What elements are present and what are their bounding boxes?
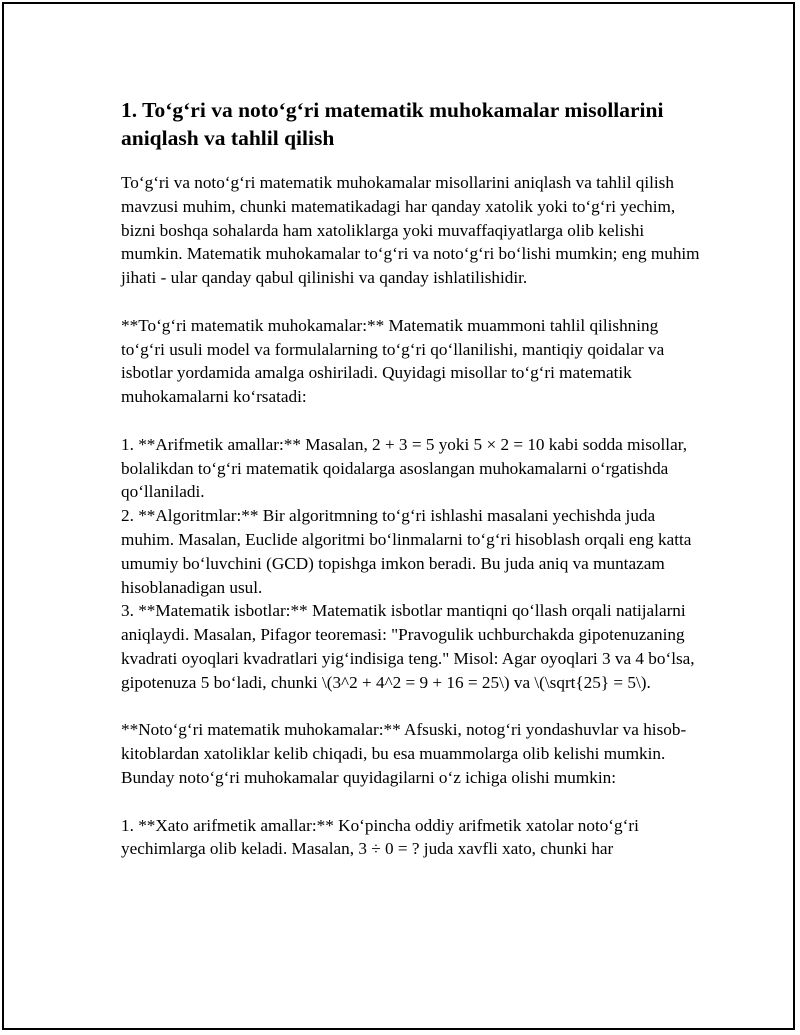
document-body bbox=[121, 96, 701, 861]
paragraph-spacer bbox=[121, 790, 701, 814]
list-item-proofs: 3. **Matematik isbotlar:** Matematik isbotlar mantiqni qo‘llash orqali natijalarni aniqlaydi. Masalan, Pifagor teoremasi: "Pravogulik uchburchakda gipotenuzaning kvadrati oyoqlari kvadratlari yig‘indisiga teng." Misol: Agar oyoqlari 3 va 4 bo‘lsa, gipotenuza 5 bo‘ladi, chunki \(3^2 + 4^2 = 9 + 16 = 25\) va \(\sqrt{25} = 5\). bbox=[121, 601, 695, 692]
list-item-wrong-arithmetic: 1. **Xato arifmetik amallar:** Ko‘pincha oddiy arifmetik xatolar noto‘g‘ri yechimlarga olib keladi. Masalan, 3 ÷ 0 = ? juda xavfli xato, chunki har bbox=[121, 815, 639, 859]
intro-paragraph: To‘g‘ri va noto‘g‘ri matematik muhokamalar misollarini aniqlash va tahlil qilish mavzusi muhim, chunki matematikadagi har qanday xatolik yoki to‘g‘ri yechim, bizni boshqa sohalarda ham xatoliklarga yoki muvaffaqiyatlarga olib kelishi mumkin. Matematik muhokamalar to‘g‘ri va noto‘g‘ri bo‘lishi mumkin; eng muhim jihati - ular qanday qabul qilinishi va qanday ishlatilishidir. bbox=[121, 173, 700, 288]
section-heading: 1. To‘g‘ri va noto‘g‘ri matematik muhokamalar misollarini aniqlash va tahlil qilish bbox=[121, 98, 664, 150]
list-item-arithmetic: 1. **Arifmetik amallar:** Masalan, 2 + 3 = 5 yoki 5 × 2 = 10 kabi sodda misollar, bolalikdan to‘g‘ri matematik qoidalarga asoslangan muhokamalarni o‘rgatishda qo‘llaniladi. bbox=[121, 434, 688, 502]
paragraph-spacer bbox=[121, 695, 701, 719]
paragraph-spacer bbox=[121, 409, 701, 433]
incorrect-discussions-paragraph: **Noto‘g‘ri matematik muhokamalar:** Afsuski, notog‘ri yondashuvlar va hisob-kitoblardan xatoliklar kelib chiqadi, bu esa muammolarga olib kelishi mumkin. Bunday noto‘g‘ri muhokamalar quyidagilarni o‘z ichiga olishi mumkin: bbox=[121, 720, 687, 787]
list-item-algorithms: 2. **Algoritmlar:** Bir algoritmning to‘g‘ri ishlashi masalani yechishda juda muhim. Masalan, Euclide algoritmi bo‘linmalarni to‘g‘ri hisoblash orqali eng katta umumiy bo‘luvchini (GCD) topishga imkon beradi. Bu juda aniq va muntazam hisoblanadigan usul. bbox=[121, 506, 692, 597]
page-frame bbox=[2, 2, 795, 1030]
paragraph-spacer bbox=[121, 290, 701, 314]
correct-discussions-paragraph: **To‘g‘ri matematik muhokamalar:** Matematik muammoni tahlil qilishning to‘g‘ri usuli model va formulalarning to‘g‘ri qo‘llanilishi, mantiqiy qoidalar va isbotlar yordamida amalga oshiriladi. Quyidagi misollar to‘g‘ri matematik muhokamalarni ko‘rsatadi: bbox=[121, 315, 665, 407]
